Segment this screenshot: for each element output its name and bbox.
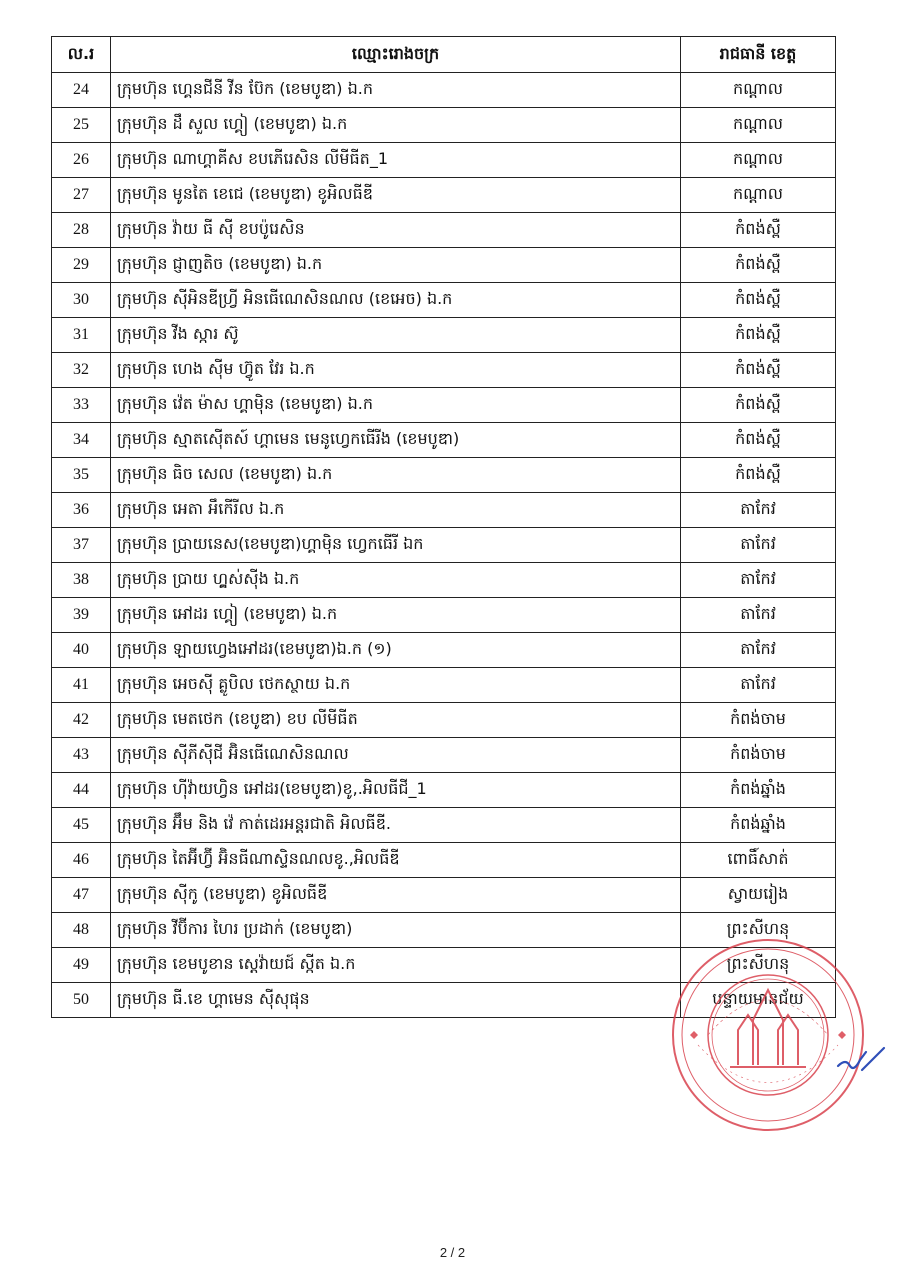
row-number: 38: [52, 563, 111, 598]
row-number: 39: [52, 598, 111, 633]
table-row: [52, 633, 836, 668]
row-factory-name: ក្រុមហ៊ុន ខេមបូខាន ស្តេវ៉ាយជ៍ ស្កីត ឯ.ក: [111, 948, 681, 983]
row-number: 47: [52, 878, 111, 913]
row-province: កំពង់ស្ពឺ: [681, 353, 836, 388]
row-province: កំពង់ស្ពឺ: [681, 388, 836, 423]
row-province: តាកែវ: [681, 598, 836, 633]
table-row: [52, 598, 836, 633]
row-factory-name: ក្រុមហ៊ុន ស៊ីភីស៊ីជី អ៊ិនធើណេសិនណល: [111, 738, 681, 773]
row-factory-name: ក្រុមហ៊ុន ប្រាយនេស(ខេមបូឌា)ហ្គាម៉ិន ហ្វេកធើរី ឯក: [111, 528, 681, 563]
row-factory-name: ក្រុមហ៊ុន ហេង ស៊ីម ហ៊្វូត វែរ ឯ.ក: [111, 353, 681, 388]
row-factory-name: ក្រុមហ៊ុន ប្រាយ ហ្គ្លស់ស៊ីង ឯ.ក: [111, 563, 681, 598]
row-factory-name: ក្រុមហ៊ុន ជ្ញាញតិច (ខេមបូឌា) ឯ.ក: [111, 248, 681, 283]
table-row: [52, 668, 836, 703]
table-row: [52, 808, 836, 843]
row-factory-name: ក្រុមហ៊ុន មូនតៃ ខេជេ (ខេមបូឌា) ខូអិលធីឌី: [111, 178, 681, 213]
row-province: ព្រះសីហនុ: [681, 913, 836, 948]
row-province: កំពង់ឆ្នាំង: [681, 773, 836, 808]
row-factory-name: ក្រុមហ៊ុន ស៊ីកូ (ខេមបូឌា) ខូអិលធីឌី: [111, 878, 681, 913]
row-number: 48: [52, 913, 111, 948]
row-factory-name: ក្រុមហ៊ុន ឡាយហ្វេងអៅដរ(ខេមបូឌា)ឯ.ក (១): [111, 633, 681, 668]
row-number: 40: [52, 633, 111, 668]
header-factory-name: ឈ្មោះរោងចក្រ: [111, 37, 681, 73]
header-number: ល.រ: [52, 37, 111, 73]
table-row: [52, 388, 836, 423]
row-factory-name: ក្រុមហ៊ុន ណាហ្គាគីស ខបភើរេសិន លីមីធីត_1: [111, 143, 681, 178]
row-factory-name: ក្រុមហ៊ុន វីប៊ីការ ហៃរ ប្រដាក់ (ខេមបូឌា): [111, 913, 681, 948]
row-factory-name: ក្រុមហ៊ុន ស៊ីអិនឌីហ្វ្រី អិនធើណេសិនណល (ខេអេច) ឯ.ក: [111, 283, 681, 318]
official-seal-icon: [668, 935, 868, 1135]
row-factory-name: ក្រុមហ៊ុន វ៉ាយ ធី ស៊ី ខបប៉ូរេសិន: [111, 213, 681, 248]
row-number: 30: [52, 283, 111, 318]
factory-table: [51, 36, 836, 1018]
table-row: [52, 423, 836, 458]
table-row: [52, 738, 836, 773]
table-row: [52, 318, 836, 353]
row-number: 36: [52, 493, 111, 528]
row-province: តាកែវ: [681, 633, 836, 668]
table-row: [52, 73, 836, 108]
row-number: 45: [52, 808, 111, 843]
row-factory-name: ក្រុមហ៊ុន ធី.ខេ ហ្គាមេន ស៊ីសុផុន: [111, 983, 681, 1018]
row-number: 44: [52, 773, 111, 808]
row-province: តាកែវ: [681, 528, 836, 563]
table-row: [52, 493, 836, 528]
row-province: ព្រះសីហនុ: [681, 948, 836, 983]
row-factory-name: ក្រុមហ៊ុន ស្មាតស៊ើតស៍ ហ្គាមេន មេនូហ្វេកធើរីង (ខេមបូឌា): [111, 423, 681, 458]
row-province: ស្វាយរៀង: [681, 878, 836, 913]
signature-icon: [836, 1046, 891, 1076]
row-number: 42: [52, 703, 111, 738]
row-factory-name: ក្រុមហ៊ុន មេតថេក (ខេបូឌា) ខប លីមីធីត: [111, 703, 681, 738]
table-row: [52, 248, 836, 283]
row-province: កំពង់ស្ពឺ: [681, 318, 836, 353]
header-province: រាជធានី ខេត្ត: [681, 37, 836, 73]
row-province: កណ្តាល: [681, 108, 836, 143]
table-row: [52, 563, 836, 598]
row-province: បន្ទាយមានជ័យ: [681, 983, 836, 1018]
row-number: 25: [52, 108, 111, 143]
row-number: 50: [52, 983, 111, 1018]
table-header-row: [52, 37, 836, 73]
row-factory-name: ក្រុមហ៊ុន ហ៉ីវ៉ាយហ្វិន អៅដរ(ខេមបូឌា)ខូ,.អិលធីជី_1: [111, 773, 681, 808]
row-factory-name: ក្រុមហ៊ុន វ៉េត ម៉ាស ហ្គាម៉ិន (ខេមបូឌា) ឯ.ក: [111, 388, 681, 423]
page-number: 2 / 2: [439, 1245, 466, 1260]
row-province: កណ្តាល: [681, 73, 836, 108]
row-factory-name: ក្រុមហ៊ុន ធិច សេល (ខេមបូឌា) ឯ.ក: [111, 458, 681, 493]
row-province: កណ្តាល: [681, 143, 836, 178]
row-factory-name: ក្រុមហ៊ុន ហ្គេនជីនី វីន ប៊ែក (ខេមបូឌា) ឯ.ក: [111, 73, 681, 108]
row-number: 24: [52, 73, 111, 108]
table-row: [52, 353, 836, 388]
table-row: [52, 213, 836, 248]
table-row: [52, 878, 836, 913]
row-factory-name: ក្រុមហ៊ុន អ៊ឹម និង វ៉េ កាត់ដេរអន្តរជាតិ អិលធីឌី.: [111, 808, 681, 843]
row-province: កំពង់ចាម: [681, 738, 836, 773]
row-province: តាកែវ: [681, 668, 836, 703]
table-row: [52, 843, 836, 878]
row-number: 49: [52, 948, 111, 983]
table-row: [52, 703, 836, 738]
row-province: កំពង់ស្ពឺ: [681, 248, 836, 283]
table-row: [52, 178, 836, 213]
row-number: 31: [52, 318, 111, 353]
row-factory-name: ក្រុមហ៊ុន អៅដរ ហ្គៀ (ខេមបូឌា) ឯ.ក: [111, 598, 681, 633]
row-number: 41: [52, 668, 111, 703]
row-number: 26: [52, 143, 111, 178]
table-row: [52, 458, 836, 493]
row-number: 33: [52, 388, 111, 423]
row-number: 29: [52, 248, 111, 283]
row-province: ពោធិ៍សាត់: [681, 843, 836, 878]
row-province: កណ្តាល: [681, 178, 836, 213]
row-number: 32: [52, 353, 111, 388]
row-province: តាកែវ: [681, 493, 836, 528]
row-province: កំពង់ស្ពឺ: [681, 283, 836, 318]
table-row: [52, 283, 836, 318]
row-number: 34: [52, 423, 111, 458]
row-province: តាកែវ: [681, 563, 836, 598]
row-number: 35: [52, 458, 111, 493]
table-row: [52, 143, 836, 178]
table-row: [52, 528, 836, 563]
row-province: កំពង់ស្ពឺ: [681, 458, 836, 493]
row-number: 28: [52, 213, 111, 248]
row-province: កំពង់ស្ពឺ: [681, 213, 836, 248]
row-number: 43: [52, 738, 111, 773]
table-row: [52, 773, 836, 808]
row-number: 46: [52, 843, 111, 878]
row-number: 27: [52, 178, 111, 213]
row-factory-name: ក្រុមហ៊ុន តៃអ៊ីហ្វ៊ី អ៊ិនធីណាស្ទិនណលខូ.,អិលធីឌី: [111, 843, 681, 878]
row-factory-name: ក្រុមហ៊ុន ដឹ សួល ហ្គៀ (ខេមបូឌា) ឯ.ក: [111, 108, 681, 143]
row-number: 37: [52, 528, 111, 563]
row-province: កំពង់ស្ពឺ: [681, 423, 836, 458]
row-province: កំពង់ចាម: [681, 703, 836, 738]
table-row: [52, 108, 836, 143]
row-factory-name: ក្រុមហ៊ុន អេតា អឹកើរីល ឯ.ក: [111, 493, 681, 528]
row-factory-name: ក្រុមហ៊ុន អេចស៊ី គ្លូបិល ថេកស្ថាយ ឯ.ក: [111, 668, 681, 703]
row-factory-name: ក្រុមហ៊ុន វីង ស្ការ ស៊ូ: [111, 318, 681, 353]
row-province: កំពង់ឆ្នាំង: [681, 808, 836, 843]
